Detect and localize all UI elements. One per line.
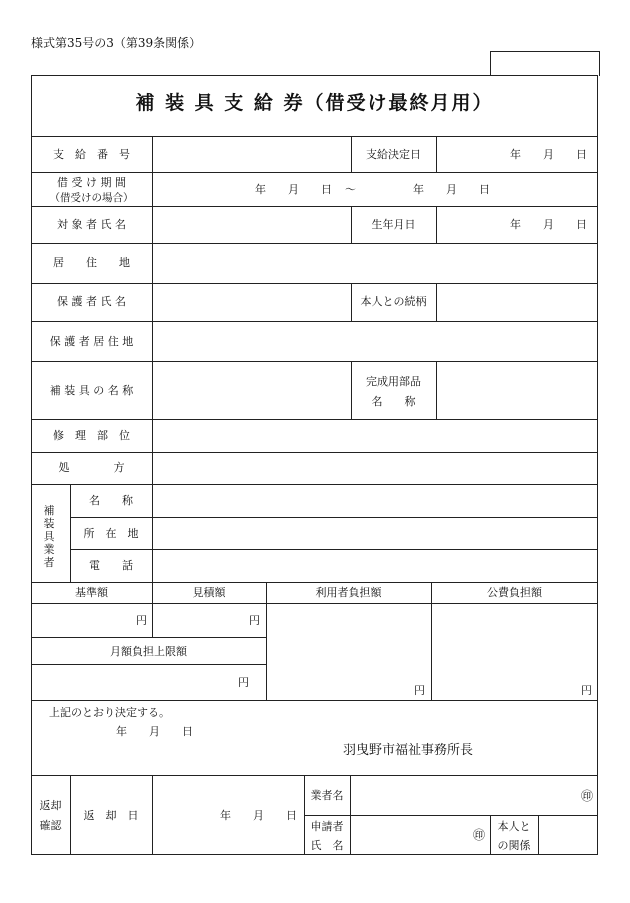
applicant-name-field[interactable] <box>351 816 461 855</box>
device-name-label: 補 装 具 の 名 称 <box>49 384 134 397</box>
rental-to-date[interactable]: 年 月 日 <box>413 183 490 196</box>
applicant-relation-field[interactable] <box>539 816 597 855</box>
vendor-seal-mark: ㊞ <box>581 789 594 803</box>
user-burden-label: 利用者負担額 <box>315 586 382 599</box>
form-reference: 様式第35号の3（第39条関係） <box>31 36 202 50</box>
rental-from-date[interactable]: 年 月 日 <box>255 183 332 196</box>
number-field[interactable] <box>153 137 351 172</box>
decision-date[interactable]: 年 月 日 <box>116 725 193 738</box>
estimate-amount-field[interactable] <box>153 604 246 637</box>
rental-period-label: 借 受 け 期 間 <box>57 176 126 189</box>
subject-name-field[interactable] <box>153 207 351 243</box>
return-label: 返却 <box>39 799 62 812</box>
address-label: 居 住 地 <box>53 256 130 269</box>
vendor-phone-label: 電 話 <box>89 559 133 572</box>
vendor-signature-field[interactable] <box>351 776 571 815</box>
return-date-value[interactable]: 年 月 日 <box>220 809 297 822</box>
repair-part-label: 修 理 部 位 <box>53 429 130 442</box>
monthly-cap-field[interactable] <box>32 665 232 700</box>
number-label: 支 給 番 号 <box>53 148 130 161</box>
decision-date-label: 支給決定日 <box>366 148 421 161</box>
user-burden-yen: 円 <box>414 684 425 697</box>
applicant-seal-mark: ㊞ <box>473 828 486 842</box>
guardian-name-label: 保 護 者 氏 名 <box>57 295 126 308</box>
rental-period-note: （借受けの場合） <box>49 192 134 204</box>
monthly-cap-label: 月額負担上限額 <box>110 645 187 658</box>
public-burden-field[interactable] <box>432 604 572 700</box>
decision-date-value[interactable]: 年 月 日 <box>510 148 587 161</box>
repair-part-field[interactable] <box>153 420 598 452</box>
base-amount-field[interactable] <box>32 604 132 637</box>
relation-label: 本人との続柄 <box>360 295 427 308</box>
estimate-amount-label: 見積額 <box>192 586 226 599</box>
part-name-label: 完成用部品 <box>366 375 421 388</box>
base-amount-yen: 円 <box>136 614 147 627</box>
page-title: 補 装 具 支 給 券（借受け最終月用） <box>135 92 494 114</box>
stamp-box <box>490 51 600 76</box>
vendor-name-label: 名 称 <box>89 494 133 507</box>
prescription-field[interactable] <box>153 453 598 484</box>
vendor-phone-field[interactable] <box>153 550 598 582</box>
subject-name-label: 対 象 者 氏 名 <box>57 218 126 231</box>
part-name-field[interactable] <box>437 362 598 419</box>
address-field[interactable] <box>153 244 598 283</box>
relation-field[interactable] <box>437 284 598 321</box>
device-name-field[interactable] <box>153 362 351 419</box>
issuer-name: 羽曳野市福祉事務所長 <box>343 743 474 758</box>
applicant-relation-label-2: の関係 <box>497 839 531 852</box>
guardian-address-label: 保 護 者 居 住 地 <box>49 335 134 348</box>
public-burden-yen: 円 <box>581 684 592 697</box>
birth-date-label: 生年月日 <box>371 218 416 231</box>
birth-date-value[interactable]: 年 月 日 <box>510 218 587 231</box>
part-name-label-2: 名 称 <box>371 395 416 408</box>
applicant-label: 申請者 <box>310 820 344 833</box>
prescription-label: 処 方 <box>58 461 125 474</box>
guardian-address-field[interactable] <box>153 322 598 361</box>
return-date-label: 返 却 日 <box>83 809 139 822</box>
vendor-name-field[interactable] <box>153 485 598 517</box>
guardian-name-field[interactable] <box>153 284 351 321</box>
base-amount-label: 基準額 <box>75 586 108 599</box>
vendor-location-label: 所 在 地 <box>83 527 139 540</box>
applicant-label-2: 氏 名 <box>310 839 344 852</box>
monthly-cap-yen: 円 <box>238 676 249 689</box>
estimate-amount-yen: 円 <box>249 614 260 627</box>
vendor-group-label: 補装具業者 <box>43 504 55 569</box>
vendor-signature-label: 業者名 <box>310 789 344 802</box>
public-burden-label: 公費負担額 <box>487 586 542 599</box>
decision-text: 上記のとおり決定する。 <box>49 706 170 719</box>
applicant-relation-label: 本人と <box>497 820 531 833</box>
vendor-location-field[interactable] <box>153 518 598 549</box>
user-burden-field[interactable] <box>267 604 407 700</box>
rental-separator: ～ <box>345 183 356 196</box>
confirm-label: 確認 <box>39 819 62 832</box>
